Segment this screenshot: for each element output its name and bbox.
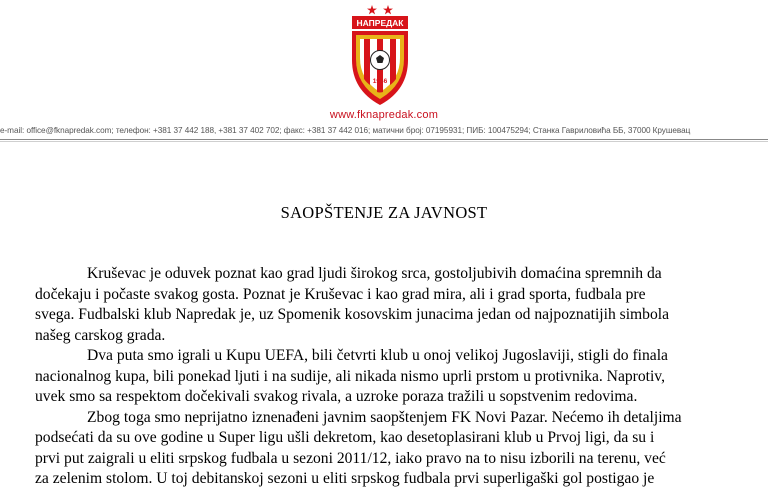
paragraph [35, 408, 741, 490]
paragraph-line: nacionalnog kupa, bili ponekad ljuti i na sudije, ali nikada nismo uprli prstom u protivnika. Naprotiv, [35, 367, 665, 385]
paragraph [35, 346, 741, 408]
logo-year: 1946 [372, 78, 388, 85]
logo-club-name: НАПРЕДАК [356, 18, 404, 28]
header-divider [0, 139, 768, 140]
paragraph [35, 264, 741, 346]
document-title: SAOPŠTENJE ZA JAVNOST [280, 203, 488, 222]
header-divider-secondary [0, 141, 768, 142]
fk-napredak-crest-icon [328, 2, 432, 108]
paragraph-line: podsećati da su ove godine u Super ligu ušli dekretom, kao desetoplasirani klub u Prvoj ligi, da su i [35, 429, 655, 446]
paragraph-line: Kruševac je oduvek poznat kao grad ljudi širokog srca, gostoljubivih domaćina spremnih da [87, 265, 662, 282]
paragraph-line: svega. Fudbalski klub Napredak je, uz Spomenik kosovskim junacima jedan od najpoznatijih simbola [35, 306, 670, 323]
paragraph-line: uvek smo sa respektom dočekivali svakog rivala, a uzroke poraza tražili u sopstvenim redovima. [35, 388, 638, 405]
contact-info-line: e-mail: office@fknapredak.com; телефон: +381 37 442 188, +381 37 402 702; факс: +381 37 442 016; матични број: 07195931; ПИБ: 100475294; Станка Гавриловића ББ, 37000 Крушевац [0, 126, 691, 135]
paragraph-line: za zelenim stolom. U toj debitanskoj sezoni u eliti srpskog fudbala prvi superligaški gol postigao je [35, 470, 655, 487]
document-body [35, 264, 741, 490]
paragraph-line: dočekaju i počaste svakog gosta. Poznat je Kruševac i kao grad mira, ali i grad sporta, fudbala pre [35, 285, 646, 303]
paragraph-line: našeg carskog grada. [35, 326, 166, 344]
website-link[interactable]: www.fknapredak.com [329, 109, 439, 121]
paragraph-line: Zbog toga smo neprijatno iznenađeni javnim saopštenjem FK Novi Pazar. Nećemo ih detaljima [87, 408, 682, 426]
paragraph-line: Dva puta smo igrali u Kupu UEFA, bili četvrti klub u onoj velikoj Jugoslaviji, stigli do finala [87, 347, 668, 364]
paragraph-line: prvi put zaigrali u eliti srpskog fudbala u sezoni 2011/12, iako pravo na to nisu izborili na terenu, već [35, 449, 666, 467]
club-logo [328, 2, 432, 108]
